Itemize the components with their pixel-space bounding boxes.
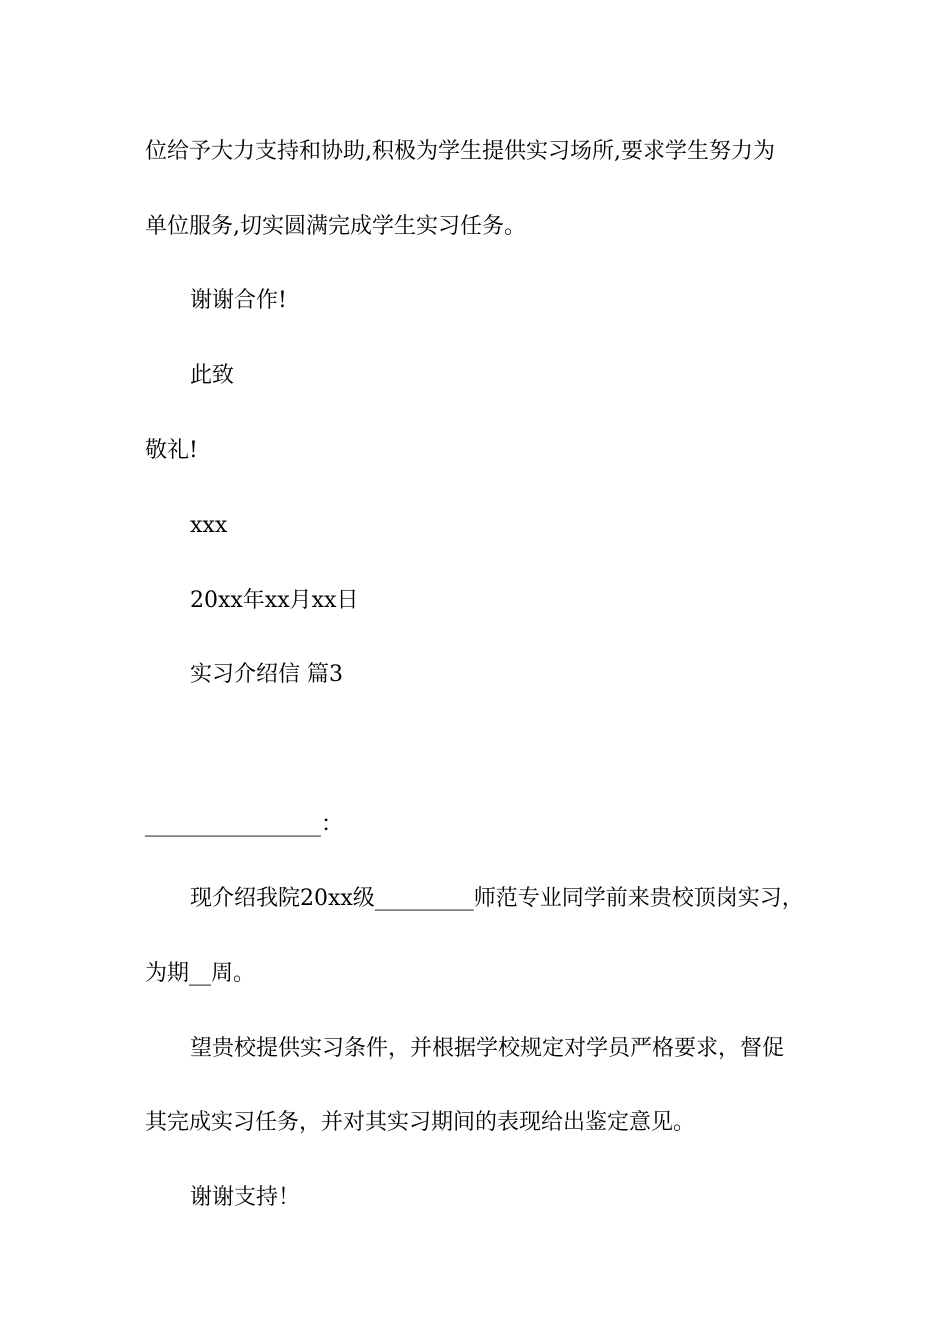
paragraph-line: 望贵校提供实习条件，并根据学校规定对学员严格要求，督促 (190, 1036, 785, 1061)
recipient-blank: ________________： (145, 812, 344, 837)
section-heading: 实习介绍信 篇3 (190, 662, 343, 687)
paragraph-line: 其完成实习任务，并对其实习期间的表现给出鉴定意见。 (145, 1110, 696, 1135)
closing-regards: 敬礼! (145, 438, 198, 463)
paragraph-line: 单位服务,切实圆满完成学生实习任务。 (145, 214, 526, 239)
closing-thanks: 谢谢合作! (190, 288, 287, 313)
paragraph-line: 为期__周。 (145, 961, 256, 986)
signature-name: xxx (190, 513, 228, 538)
signature-date: 20xx年xx月xx日 (190, 588, 359, 613)
closing-salutation: 此致 (190, 363, 235, 388)
paragraph-line: 现介绍我院20xx级_________师范专业同学前来贵校顶岗实习， (190, 886, 804, 911)
closing-thanks: 谢谢支持！ (190, 1185, 301, 1210)
paragraph-line: 位给予大力支持和协助,积极为学生提供实习场所,要求学生努力为 (145, 139, 775, 164)
